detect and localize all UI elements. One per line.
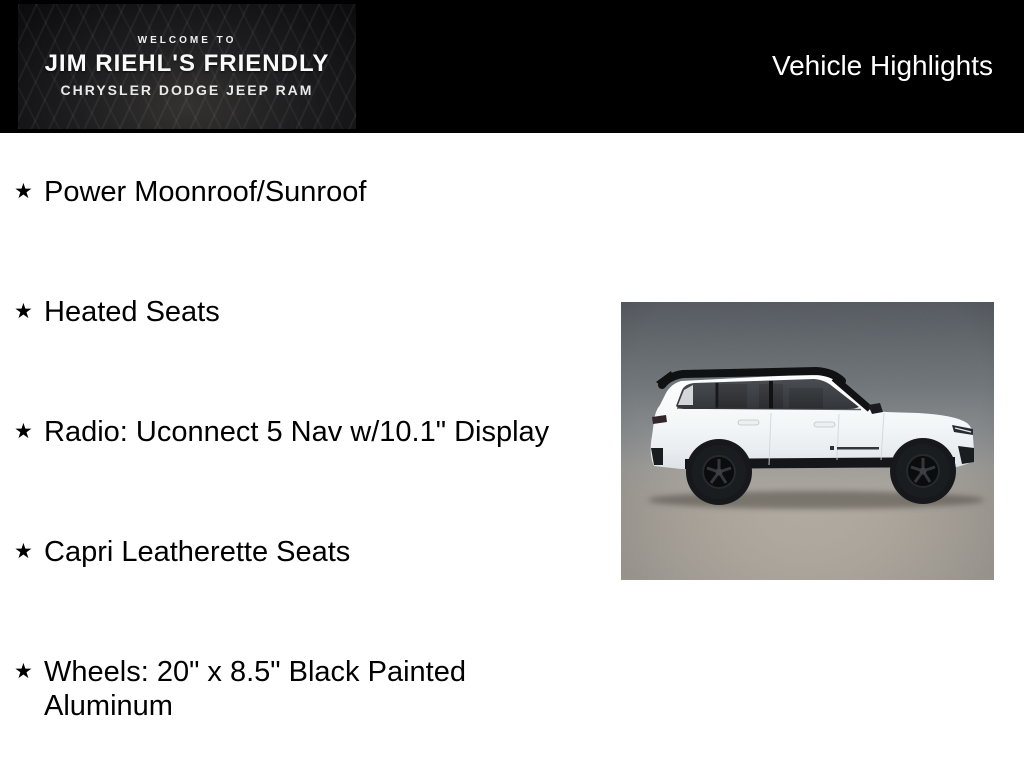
page-title: Vehicle Highlights xyxy=(771,50,993,81)
star-bullet-icon: ★ xyxy=(14,180,33,203)
feature-text: Capri Leatherette Seats xyxy=(44,536,351,568)
star-bullet-icon: ★ xyxy=(14,300,33,323)
star-bullet-icon: ★ xyxy=(14,420,33,443)
car-badge-text xyxy=(837,447,879,450)
car-door-handle xyxy=(738,420,759,425)
list-item xyxy=(14,655,570,723)
logo-welcome-text: WELCOME TO xyxy=(137,35,237,46)
logo-dealer-name: JIM RIEHL'S FRIENDLY xyxy=(44,50,330,77)
vehicle-photo xyxy=(621,302,994,580)
star-bullet-icon: ★ xyxy=(14,660,33,683)
car-door-handle xyxy=(814,422,835,427)
car-badge xyxy=(830,446,834,450)
feature-text: Heated Seats xyxy=(44,296,220,328)
star-bullet-icon: ★ xyxy=(14,540,33,563)
car-rear-wheel xyxy=(686,439,752,505)
list-item xyxy=(14,175,570,209)
list-item xyxy=(14,535,570,569)
feature-text: Radio: Uconnect 5 Nav w/10.1" Display xyxy=(44,416,550,448)
list-item xyxy=(14,295,570,329)
list-item xyxy=(14,415,570,449)
vehicle-photo-illustration xyxy=(621,302,994,580)
car-front-wheel xyxy=(890,438,956,504)
logo-brands-text: CHRYSLER DODGE JEEP RAM xyxy=(60,82,314,98)
feature-text: Power Moonroof/Sunroof xyxy=(44,176,367,208)
feature-text: Wheels: 20" x 8.5" Black Painted Aluminum xyxy=(44,656,466,722)
